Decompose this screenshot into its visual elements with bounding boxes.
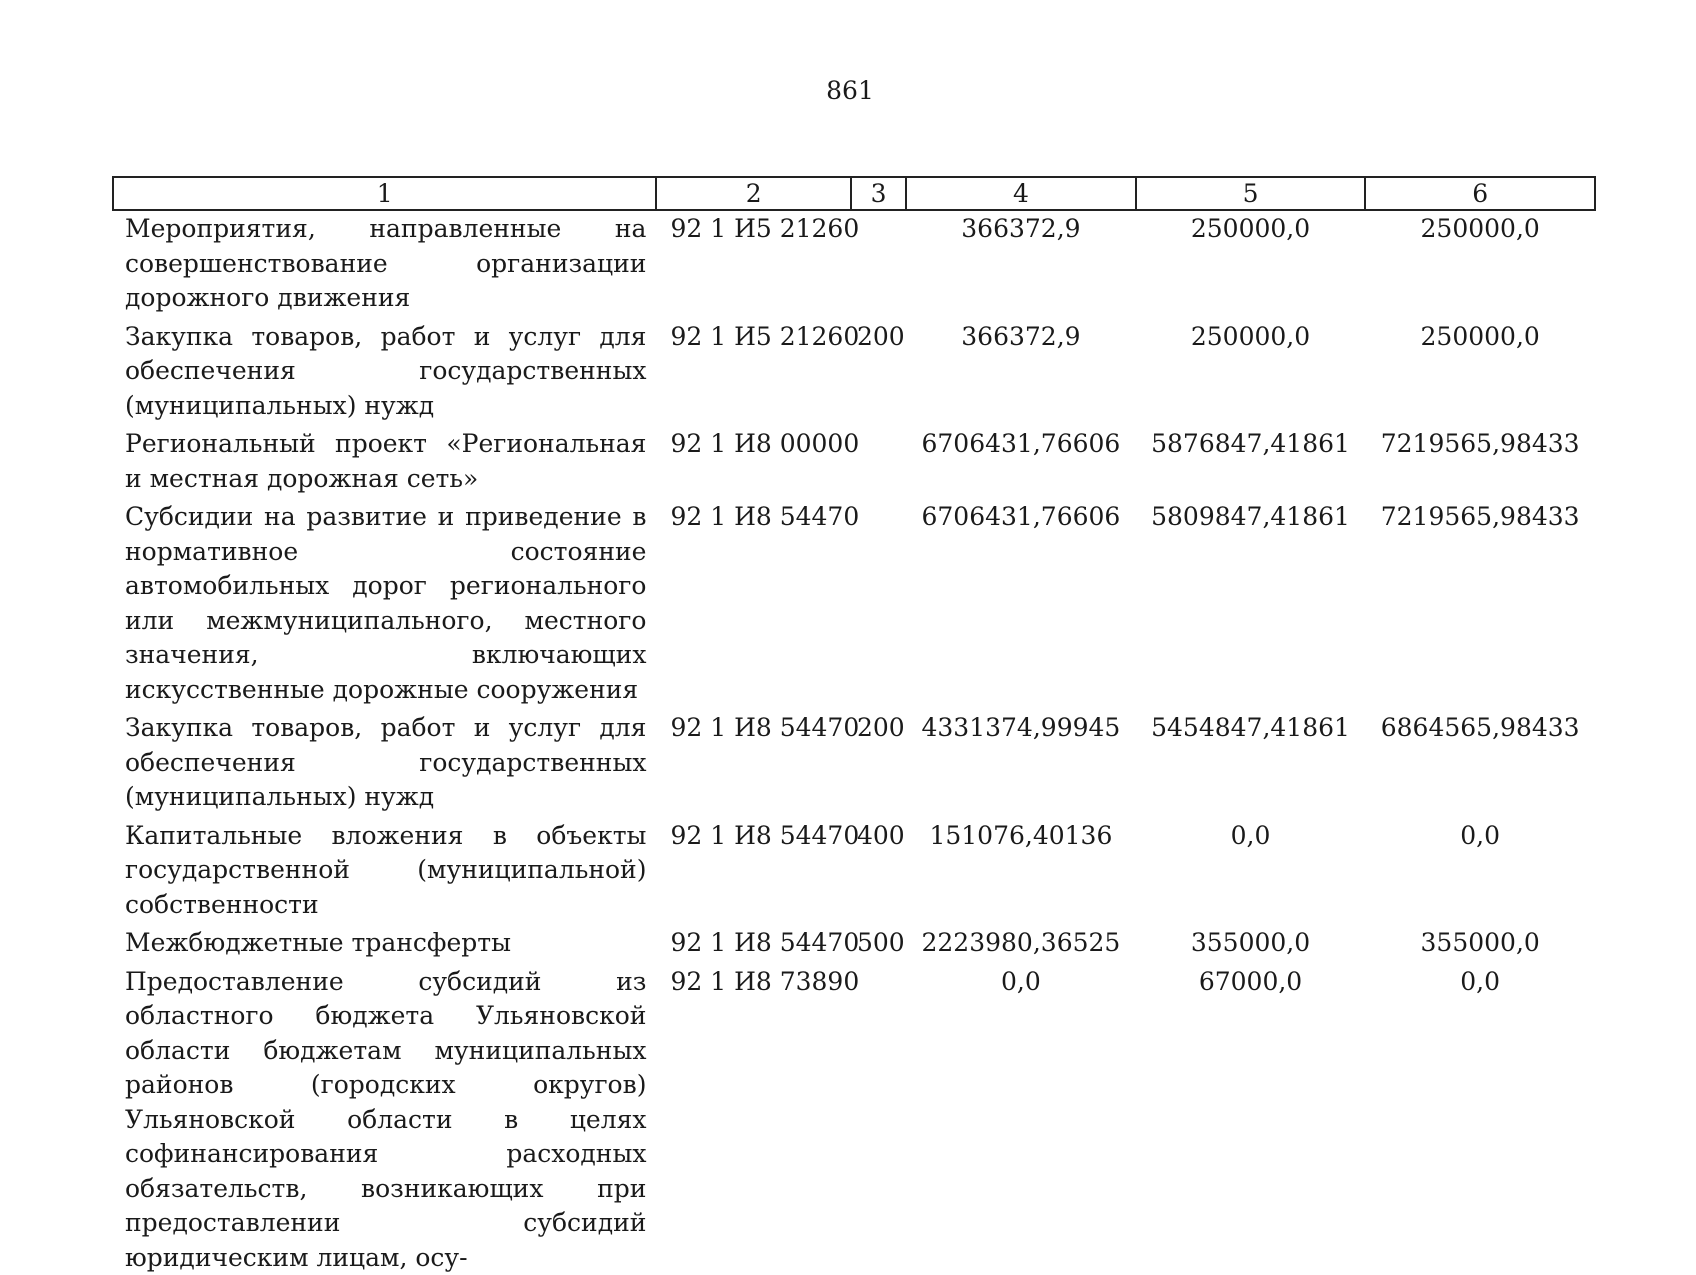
table-row <box>113 423 1595 496</box>
target-code: 92 1 И8 00000 <box>656 423 851 496</box>
table-row <box>113 210 1595 316</box>
target-code: 92 1 И5 21260 <box>656 316 851 424</box>
item-name: Закупка товаров, работ и услуг для обеспечения государственных (муниципальных) нужд <box>113 316 656 424</box>
amount-col-5: 355000,0 <box>1136 922 1366 961</box>
table-row <box>113 815 1595 923</box>
item-name: Субсидии на развитие и приведение в нормативное состояние автомобильных дорог регионального или межмуниципального, местного значения, включающих искусственные дорожные сооружения <box>113 496 656 707</box>
item-name: Предоставление субсидий из областного бюджета Ульяновской области бюджетам муниципальных районов (городских округов) Ульяновской области в целях софинансирования расходных обязательств, возникающих при предоставлении субсидий юридическим лицам, осу- <box>113 961 656 1275</box>
target-code: 92 1 И8 73890 <box>656 961 851 1275</box>
amount-col-5: 250000,0 <box>1136 316 1366 424</box>
expense-type: 200 <box>851 707 906 815</box>
item-name: Мероприятия, направленные на совершенствование организации дорожного движения <box>113 210 656 316</box>
amount-col-4: 366372,9 <box>906 210 1136 316</box>
expense-type <box>851 961 906 1275</box>
target-code: 92 1 И8 54470 <box>656 922 851 961</box>
target-code: 92 1 И5 21260 <box>656 210 851 316</box>
table-row <box>113 316 1595 424</box>
item-name: Региональный проект «Региональная и местная дорожная сеть» <box>113 423 656 496</box>
amount-col-6: 0,0 <box>1365 815 1595 923</box>
amount-col-6: 250000,0 <box>1365 316 1595 424</box>
table-row <box>113 496 1595 707</box>
amount-col-5: 5454847,41861 <box>1136 707 1366 815</box>
table-row <box>113 707 1595 815</box>
amount-col-5: 5809847,41861 <box>1136 496 1366 707</box>
column-header-3: 3 <box>851 177 906 210</box>
column-header-5: 5 <box>1136 177 1366 210</box>
amount-col-6: 250000,0 <box>1365 210 1595 316</box>
amount-col-4: 0,0 <box>906 961 1136 1275</box>
header-row <box>113 177 1595 210</box>
amount-col-4: 4331374,99945 <box>906 707 1136 815</box>
page-number: 861 <box>0 76 1696 106</box>
item-name: Капитальные вложения в объекты государственной (муниципальной) собственности <box>113 815 656 923</box>
amount-col-4: 6706431,76606 <box>906 423 1136 496</box>
amount-col-5: 5876847,41861 <box>1136 423 1366 496</box>
amount-col-4: 366372,9 <box>906 316 1136 424</box>
target-code: 92 1 И8 54470 <box>656 815 851 923</box>
amount-col-5: 250000,0 <box>1136 210 1366 316</box>
expense-type: 400 <box>851 815 906 923</box>
column-header-4: 4 <box>906 177 1136 210</box>
target-code: 92 1 И8 54470 <box>656 707 851 815</box>
table-row <box>113 961 1595 1275</box>
amount-col-4: 6706431,76606 <box>906 496 1136 707</box>
amount-col-6: 0,0 <box>1365 961 1595 1275</box>
item-name: Закупка товаров, работ и услуг для обеспечения государственных (муниципальных) нужд <box>113 707 656 815</box>
column-header-6: 6 <box>1365 177 1595 210</box>
column-header-2: 2 <box>656 177 851 210</box>
table-row <box>113 922 1595 961</box>
expense-type: 500 <box>851 922 906 961</box>
amount-col-5: 0,0 <box>1136 815 1366 923</box>
amount-col-6: 7219565,98433 <box>1365 496 1595 707</box>
amount-col-4: 2223980,36525 <box>906 922 1136 961</box>
amount-col-6: 7219565,98433 <box>1365 423 1595 496</box>
amount-col-6: 355000,0 <box>1365 922 1595 961</box>
amount-col-4: 151076,40136 <box>906 815 1136 923</box>
amount-col-6: 6864565,98433 <box>1365 707 1595 815</box>
target-code: 92 1 И8 54470 <box>656 496 851 707</box>
expense-type: 200 <box>851 316 906 424</box>
column-header-1: 1 <box>113 177 656 210</box>
budget-table <box>112 176 1596 1275</box>
item-name: Межбюджетные трансферты <box>113 922 656 961</box>
amount-col-5: 67000,0 <box>1136 961 1366 1275</box>
